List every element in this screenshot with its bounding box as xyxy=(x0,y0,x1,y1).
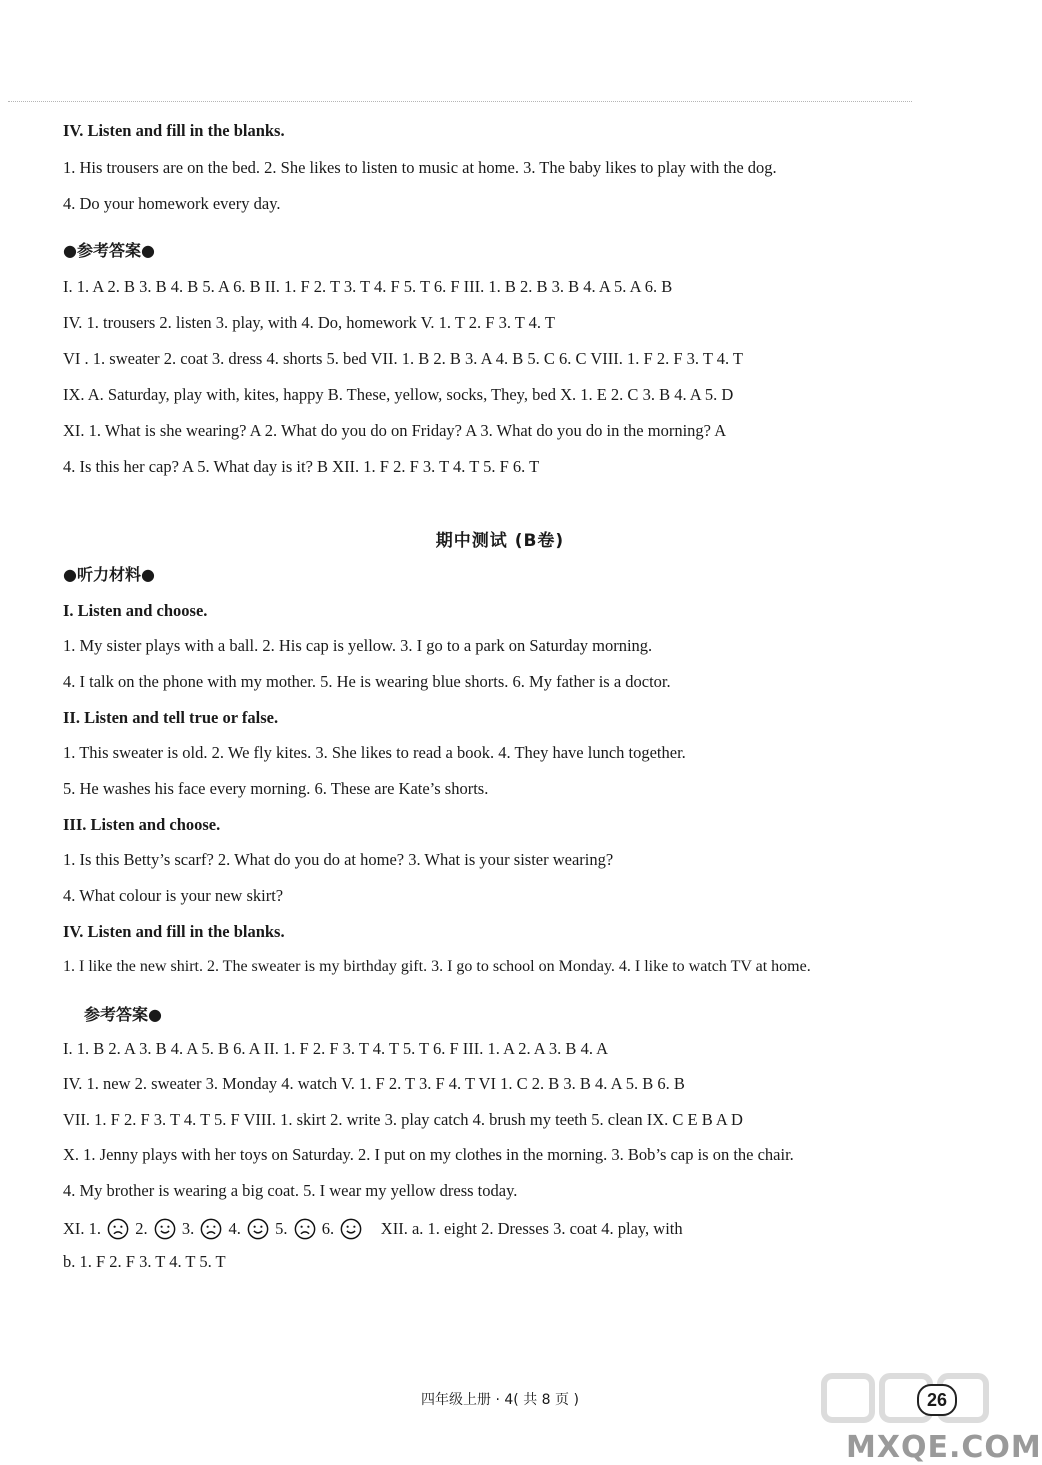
happy-face-icon xyxy=(154,1218,176,1240)
section-heading: IV. Listen and fill in the blanks. xyxy=(63,121,285,140)
text-line: 1. Is this Betty’s scarf? 2. What do you do at home? 3. What is your sister wearing? xyxy=(63,850,614,869)
text-line: 1. His trousers are on the bed. 2. She likes to listen to music at home. 3. The baby likes to play with the dog. xyxy=(63,158,777,177)
answer-line: X. 1. Jenny plays with her toys on Saturday. 2. I put on my clothes in the morning. 3. Bob’s cap is on the chair. xyxy=(63,1145,794,1164)
happy-face-icon xyxy=(340,1218,362,1240)
section-heading: IV. Listen and fill in the blanks. xyxy=(63,922,285,941)
section-title: 期中测试 (B卷) xyxy=(435,531,565,551)
xii-a-answers: XII. a. 1. eight 2. Dresses 3. coat 4. play, with xyxy=(380,1219,683,1238)
answers-heading: ●参考答案● xyxy=(63,241,155,260)
text-line: 1. I like the new shirt. 2. The sweater is my birthday gift. 3. I go to school on Monday. 4. I like to watch TV at home. xyxy=(63,958,811,975)
answer-line: XI. 1. What is she wearing? A 2. What do you do on Friday? A 3. What do you do in the morning? A xyxy=(63,421,727,440)
text-line: 4. Do your homework every day. xyxy=(63,194,281,213)
xi-label: XI. 1. xyxy=(63,1219,102,1238)
xi-label: 4. xyxy=(228,1219,241,1238)
happy-face-icon xyxy=(247,1218,269,1240)
text-line: 1. My sister plays with a ball. 2. His cap is yellow. 3. I go to a park on Saturday morning. xyxy=(63,636,653,655)
sad-face-icon xyxy=(107,1218,129,1240)
section-heading: I. Listen and choose. xyxy=(63,601,208,620)
page-number: 26 xyxy=(917,1384,957,1416)
text-line: 5. He washes his face every morning. 6. These are Kate’s shorts. xyxy=(63,779,489,798)
text-line: 4. I talk on the phone with my mother. 5. He is wearing blue shorts. 6. My father is a doctor. xyxy=(63,672,671,691)
answer-line: IX. A. Saturday, play with, kites, happy B. These, yellow, socks, They, bed X. 1. E 2. C 3. B 4. A 5. D xyxy=(63,385,734,404)
text-line: 4. What colour is your new skirt? xyxy=(63,886,284,905)
listening-heading: ●听力材料● xyxy=(63,565,155,584)
answer-line: IV. 1. trousers 2. listen 3. play, with 4. Do, homework V. 1. T 2. F 3. T 4. T xyxy=(63,313,555,332)
answer-line: I. 1. B 2. A 3. B 4. A 5. B 6. A II. 1. F 2. F 3. T 4. T 5. T 6. F III. 1. A 2. A 3. B 4. A xyxy=(63,1039,609,1058)
page-footer: 四年级上册 · 4( 共 8 页 ) xyxy=(421,1392,579,1408)
answer-line: 4. Is this her cap? A 5. What day is it? B XII. 1. F 2. F 3. T 4. T 5. F 6. T xyxy=(63,457,540,476)
answer-line: I. 1. A 2. B 3. B 4. B 5. A 6. B II. 1. F 2. T 3. T 4. F 5. T 6. F III. 1. B 2. B 3. B 4. A 5. A 6. B xyxy=(63,277,673,296)
answer-line: IV. 1. new 2. sweater 3. Monday 4. watch V. 1. F 2. T 3. F 4. T VI 1. C 2. B 3. B 4. A 5. B 6. B xyxy=(63,1074,685,1093)
section-heading: III. Listen and choose. xyxy=(63,815,221,834)
xi-answer-line xyxy=(63,1218,683,1240)
xi-label: 3. xyxy=(181,1219,195,1238)
answers-heading: 参考答案● xyxy=(84,1005,162,1024)
xi-label: 2. xyxy=(135,1219,148,1238)
text-line: 1. This sweater is old. 2. We fly kites. 3. She likes to read a book. 4. They have lunch together. xyxy=(63,743,686,762)
xi-label: 5. xyxy=(275,1219,288,1238)
top-divider xyxy=(8,101,912,102)
sad-face-icon xyxy=(200,1218,222,1240)
xi-label: 6. xyxy=(321,1219,335,1238)
answer-line: b. 1. F 2. F 3. T 4. T 5. T xyxy=(63,1252,226,1271)
answer-line: VI . 1. sweater 2. coat 3. dress 4. shorts 5. bed VII. 1. B 2. B 3. A 4. B 5. C 6. C VIII. 1. F 2. F 3. T 4. T xyxy=(63,349,744,368)
answer-line: VII. 1. F 2. F 3. T 4. T 5. F VIII. 1. skirt 2. write 3. play catch 4. brush my teeth 5. clean IX. C E B A D xyxy=(63,1110,743,1129)
watermark-url: MXQE.COM xyxy=(846,1430,1042,1465)
sad-face-icon xyxy=(294,1218,316,1240)
answer-line: 4. My brother is wearing a big coat. 5. I wear my yellow dress today. xyxy=(63,1181,518,1200)
section-heading: II. Listen and tell true or false. xyxy=(63,708,279,727)
